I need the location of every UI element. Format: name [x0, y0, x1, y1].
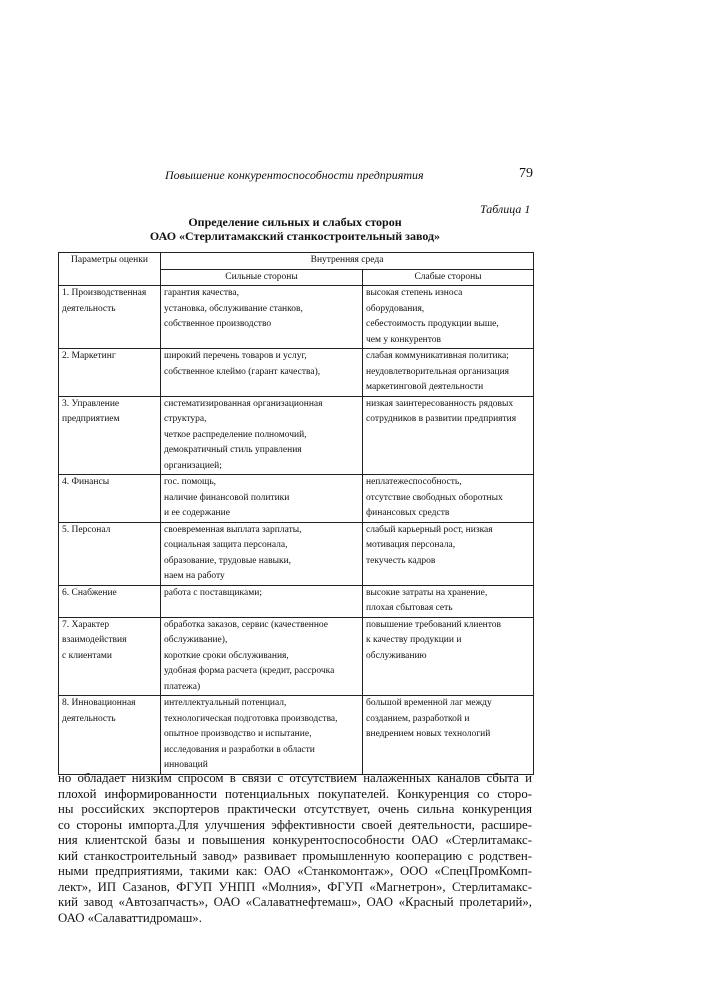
cell-line: исследования и разработки в области — [164, 744, 315, 755]
cell-line: обслуживанию — [366, 650, 427, 661]
cell-line: гарантия качества, — [164, 288, 240, 298]
strength-cell — [161, 696, 363, 775]
header-weaknesses: Слабые стороны — [363, 269, 534, 286]
cell-line: большой временной лаг между — [366, 698, 492, 708]
header-internal-env: Внутренняя среда — [161, 253, 534, 270]
strength-cell — [161, 475, 363, 523]
cell-line: отсутствие свободных оборотных — [366, 492, 503, 503]
cell-line: систематизированная организационная — [164, 398, 323, 409]
paragraph-line: ны российских экспортеров практически отсутствует, очень сильна конкуренция — [58, 802, 532, 816]
cell-line: короткие сроки обслуживания, — [164, 650, 289, 661]
weakness-cell — [363, 585, 534, 617]
strength-cell — [161, 396, 363, 475]
cell-line: работа с поставщиками; — [164, 587, 262, 598]
strength-cell — [161, 617, 363, 696]
table-row — [59, 396, 534, 475]
cell-line: удобная форма расчета (кредит, рассрочка — [164, 666, 335, 676]
cell-line: текучесть кадров — [366, 555, 436, 566]
table-body — [59, 286, 534, 775]
cell-line: и ее содержание — [164, 508, 230, 518]
body-paragraph — [58, 771, 532, 926]
weakness-cell — [363, 617, 534, 696]
strength-cell — [161, 349, 363, 397]
paragraph-line: кий станкостроительный завод» развивает промышленную кооперацию с родствен- — [58, 848, 532, 863]
cell-line: установка, обслуживание станков, — [164, 303, 303, 314]
cell-line: внедрением новых технологий — [366, 729, 491, 739]
param-cell — [59, 349, 161, 397]
cell-line: финансовых средств — [366, 508, 450, 518]
cell-line: слабый карьерный рост, низкая — [366, 524, 493, 535]
cell-line: наличие финансовой политики — [164, 492, 290, 503]
cell-line: собственное клеймо (гарант качества), — [164, 366, 321, 377]
cell-line: 2. Маркетинг — [62, 351, 116, 361]
paragraph-line: плохой информированности потенциальных покупателей. Конкуренция со сторо- — [58, 786, 532, 801]
running-header-title: Повышение конкурентоспособности предприятия — [165, 168, 424, 182]
swot-table — [58, 252, 534, 775]
cell-line: платежа) — [164, 681, 201, 692]
paragraph-line: со стороны импорта.Для улучшения эффективности своей деятельности, расшире- — [58, 817, 532, 832]
paragraph-line: лект», ИП Сазанов, ФГУП УНПП «Молния», ФГУП «Магнетрон», Стерлитамакс- — [58, 879, 532, 894]
header-params: Параметры оценки — [59, 253, 161, 286]
cell-line: демократичный стиль управления — [164, 445, 302, 455]
header-strengths: Сильные стороны — [161, 269, 363, 286]
paragraph-line: ния клиентской базы и повышения конкурентоспособности ОАО «Стерлитамакс- — [58, 833, 532, 847]
cell-line: технологическая подготовка производства, — [164, 713, 338, 724]
cell-line: предприятием — [62, 414, 120, 424]
cell-line: интеллектуальный потенциал, — [164, 698, 287, 708]
strength-cell — [161, 286, 363, 349]
cell-line: 4. Финансы — [62, 477, 110, 487]
cell-line: образование, трудовые навыки, — [164, 555, 292, 566]
cell-line: с клиентами — [62, 650, 112, 661]
table-row — [59, 349, 534, 397]
param-cell — [59, 286, 161, 349]
cell-line: деятельность — [62, 303, 116, 314]
cell-line: высокие затраты на хранение, — [366, 587, 488, 598]
cell-line: социальная защита персонала, — [164, 540, 288, 550]
strength-cell — [161, 522, 363, 585]
cell-line: 7. Характер — [62, 619, 110, 630]
param-cell — [59, 396, 161, 475]
cell-line: опытное производство и испытание, — [164, 729, 312, 739]
cell-line: 5. Персонал — [62, 524, 111, 535]
paragraph-line: ОАО «Салаваттидромаш». — [58, 910, 202, 925]
table-row — [59, 696, 534, 775]
cell-line: повышение требований клиентов — [366, 619, 502, 630]
weakness-cell — [363, 349, 534, 397]
weakness-cell — [363, 286, 534, 349]
cell-line: инноваций — [164, 760, 208, 770]
param-cell — [59, 617, 161, 696]
cell-line: наем на работу — [164, 571, 225, 581]
cell-line: структура, — [164, 414, 207, 424]
cell-line: оборудования, — [366, 303, 425, 314]
cell-line: слабая коммуникативная политика; — [366, 351, 509, 361]
cell-line: собственное производство — [164, 319, 272, 329]
table-row — [59, 585, 534, 617]
paragraph-line: ными предприятиями, такими как: ОАО «Станкомонтаж», ООО «СпецПромКомп- — [58, 864, 532, 878]
cell-line: неплатежеспособность, — [366, 477, 462, 487]
cell-line: обслуживание), — [164, 635, 228, 645]
cell-line: организацией; — [164, 460, 222, 471]
cell-line: четкое распределение полномочий, — [164, 429, 307, 440]
cell-line: себестоимость продукции выше, — [366, 319, 499, 329]
param-cell — [59, 522, 161, 585]
weakness-cell — [363, 396, 534, 475]
table-title-line-1: Определение сильных и слабых сторон — [188, 215, 402, 229]
table-title-line-2: ОАО «Стерлитамакский станкостроительный завод» — [149, 229, 441, 243]
weakness-cell — [363, 696, 534, 775]
table-header-row — [59, 253, 534, 270]
table-row — [59, 617, 534, 696]
cell-line: созданием, разработкой и — [366, 713, 470, 724]
cell-line: маркетинговой деятельности — [366, 382, 484, 392]
cell-line: 3. Управление — [62, 398, 120, 409]
cell-line: взаимодействия — [62, 635, 127, 645]
cell-line: неудовлетворительная организация — [366, 366, 510, 377]
weakness-cell — [363, 475, 534, 523]
cell-line: 8. Инновационная — [62, 698, 136, 708]
table-title — [130, 215, 460, 243]
cell-line: гос. помощь, — [164, 477, 217, 487]
cell-line: деятельность — [62, 713, 116, 724]
cell-line: мотивация персонала, — [366, 540, 456, 550]
cell-line: высокая степень износа — [366, 288, 463, 298]
cell-line: к качеству продукции и — [366, 635, 462, 645]
cell-line: обработка заказов, сервис (качественное — [164, 619, 328, 630]
table-label: Таблица 1 — [480, 202, 531, 216]
cell-line: 1. Производственная — [62, 288, 147, 298]
cell-line: своевременная выплата зарплаты, — [164, 524, 302, 535]
table-row — [59, 286, 534, 349]
page-number: 79 — [519, 166, 533, 181]
cell-line: 6. Снабжение — [62, 587, 117, 598]
cell-line: широкий перечень товаров и услуг, — [164, 351, 307, 361]
strength-cell — [161, 585, 363, 617]
param-cell — [59, 696, 161, 775]
param-cell — [59, 475, 161, 523]
weakness-cell — [363, 522, 534, 585]
cell-line: чем у конкурентов — [366, 334, 442, 345]
cell-line: сотрудников в развитии предприятия — [366, 414, 517, 424]
paragraph-line: но обладает низким спросом в связи с отсутствием налаженных каналов сбыта и — [58, 771, 532, 785]
table-row — [59, 522, 534, 585]
paragraph-line: кий завод «Автозапчасть», ОАО «Салаватнефтемаш», ОАО «Красный пролетарий», — [58, 895, 532, 909]
table-row — [59, 475, 534, 523]
cell-line: плохая сбытовая сеть — [366, 603, 453, 613]
param-cell — [59, 585, 161, 617]
cell-line: низкая заинтересованность рядовых — [366, 398, 514, 409]
